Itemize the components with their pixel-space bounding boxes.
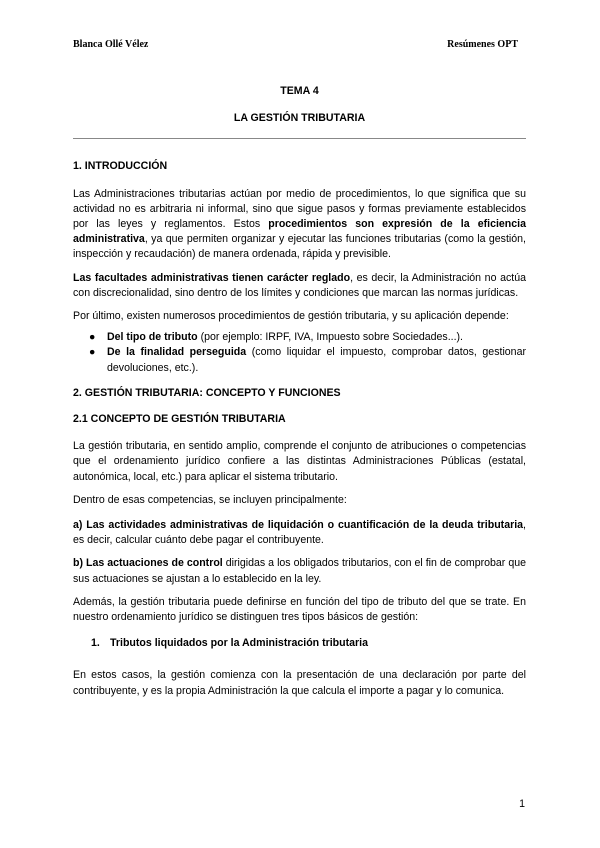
intro-paragraph-3: Por último, existen numerosos procedimientos de gestión tributaria, y su aplicación depende: xyxy=(73,310,509,323)
list-item xyxy=(73,330,526,345)
intro-p1-text-a: Las Administraciones tributarias actúan por medio de procedimientos, lo que significa que su actividad no es arbitraria ni informal, sino que sigue pasos y formas previamente establecidos por las leyes y reglamentos. Estos xyxy=(73,187,526,231)
list-item xyxy=(73,636,526,651)
section-heading-gestion: 2. GESTIÓN TRIBUTARIA: CONCEPTO Y FUNCIONES xyxy=(73,386,341,399)
concept-paragraph-4: En estos casos, la gestión comienza con la presentación de una declaración por parte del contribuyente, y es la propia Administración la que calcula el importe a pagar y lo comunica. xyxy=(73,669,526,697)
intro-p2-text: , es decir, la Administración no actúa con discrecionalidad, sino dentro de los límites y condiciones que marcan las normas jurídicas. xyxy=(73,271,526,299)
list-item xyxy=(73,345,526,375)
concept-item-b xyxy=(73,556,526,586)
concept-item-a-bold: a) Las actividades administrativas de liquidación o cuantificación de la deuda tributaria xyxy=(73,519,524,532)
bullet-list xyxy=(73,330,526,376)
list-item-bold: De la finalidad perseguida xyxy=(107,346,247,359)
bullet-icon: ● xyxy=(89,346,96,359)
list-item-bold: Del tipo de tributo xyxy=(107,331,198,344)
page-number: 1 xyxy=(519,798,525,810)
numbered-list xyxy=(73,636,526,651)
intro-p1-text-c: , ya que permiten organizar y ejecutar las funciones tributarias (como la gestión, inspección y recaudación) de manera ordenada, rápida y previsible. xyxy=(73,233,526,261)
list-item-text: (por ejemplo: IRPF, IVA, Impuesto sobre Sociedades...). xyxy=(197,331,463,344)
header-series: Resúmenes OPT xyxy=(447,39,518,50)
list-item-number: 1. xyxy=(91,637,100,650)
concept-paragraph-3: Además, la gestión tributaria puede definirse en función del tipo de tributo del que se trate. En nuestro ordenamiento jurídico se distinguen tres tipos básicos de gestión: xyxy=(73,595,526,624)
intro-p2-bold: Las facultades administrativas tienen carácter reglado xyxy=(73,271,351,284)
concept-item-a xyxy=(73,518,526,548)
concept-item-b-bold: b) Las actuaciones de control xyxy=(73,557,223,570)
subsection-heading-concepto: 2.1 CONCEPTO DE GESTIÓN TRIBUTARIA xyxy=(73,413,286,426)
topic-number: TEMA 4 xyxy=(280,85,319,97)
list-item-text: Tributos liquidados por la Administración tributaria xyxy=(110,637,368,650)
concept-paragraph-2: Dentro de esas competencias, se incluyen principalmente: xyxy=(73,493,347,506)
list-item-text: (como liquidar el impuesto, comprobar datos, gestionar devoluciones, etc.). xyxy=(107,346,526,374)
section-heading-introduccion: 1. INTRODUCCIÓN xyxy=(73,160,168,173)
concept-item-b-text: dirigidas a los obligados tributarios, con el fin de comprobar que sus actuaciones se ajustan a lo establecido en la ley. xyxy=(73,557,526,585)
intro-p1-bold: procedimientos son expresión de la eficiencia administrativa xyxy=(73,218,526,246)
document-body xyxy=(73,84,526,699)
concept-item-a-text: , es decir, calcular cuánto debe pagar el contribuyente. xyxy=(73,519,526,547)
bullet-icon: ● xyxy=(89,331,96,344)
intro-paragraph-1 xyxy=(73,187,526,263)
concept-paragraph-1: La gestión tributaria, en sentido amplio, comprende el conjunto de atribuciones o competencias que el ordenamiento jurídico confiere a las distintas Administraciones Públicas (estatal, autonómica, local, etc.) para aplicar el sistema tributario. xyxy=(73,440,526,483)
header-author: Blanca Ollé Vélez xyxy=(73,39,149,50)
intro-paragraph-2 xyxy=(73,271,526,301)
title-divider xyxy=(73,138,526,139)
document-title: LA GESTIÓN TRIBUTARIA xyxy=(233,112,366,125)
